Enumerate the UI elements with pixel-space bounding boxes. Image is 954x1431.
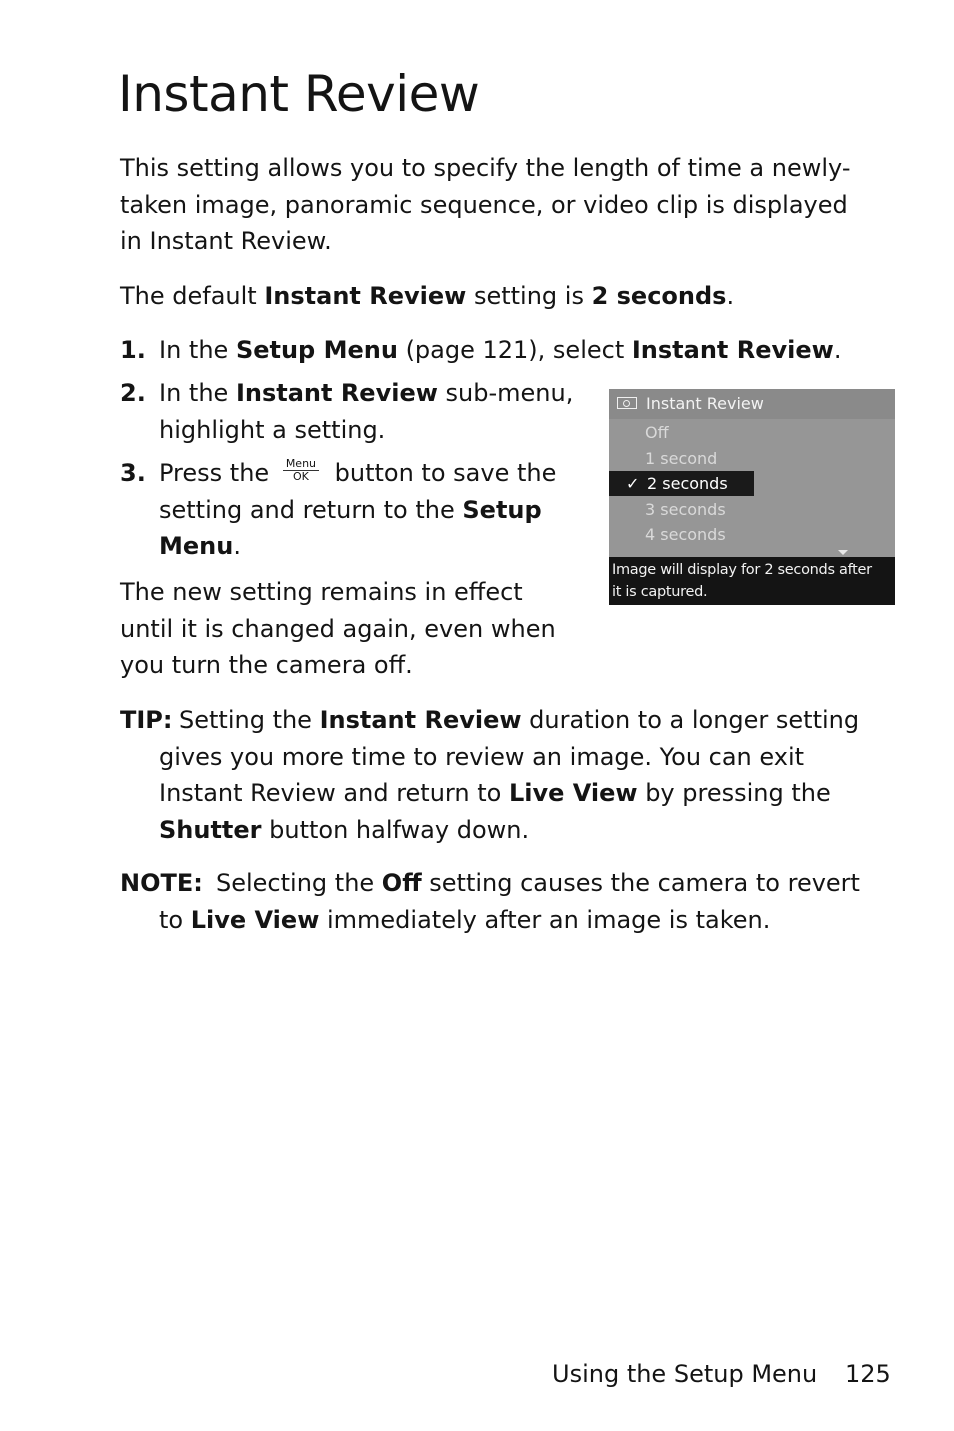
text: setting causes the camera to revert bbox=[421, 869, 860, 897]
setting-name: Off bbox=[381, 869, 422, 897]
scroll-down-arrow-icon bbox=[838, 550, 848, 555]
step-number: 3. bbox=[120, 459, 146, 487]
text: it is captured. bbox=[612, 584, 708, 600]
text: The default bbox=[120, 282, 265, 310]
text: . bbox=[833, 336, 842, 364]
button-name: Shutter bbox=[159, 815, 262, 844]
menu-option-3-seconds: 3 seconds bbox=[645, 500, 726, 519]
camera-setup-icon bbox=[617, 397, 637, 409]
menu-option-off: Off bbox=[645, 423, 669, 442]
text: . bbox=[233, 532, 241, 560]
intro-line: in Instant Review. bbox=[120, 227, 332, 255]
option-label: 2 seconds bbox=[647, 474, 728, 493]
step-1 bbox=[120, 332, 880, 369]
menu-ok-top-label: Menu bbox=[283, 458, 319, 471]
step-3 bbox=[120, 455, 580, 565]
text: you turn the camera off. bbox=[120, 651, 413, 679]
footer-section-title: Using the Setup Menu bbox=[552, 1360, 818, 1388]
text: Selecting the bbox=[216, 869, 382, 897]
menu-option-1-second: 1 second bbox=[645, 449, 718, 468]
note-label: NOTE: bbox=[120, 869, 203, 897]
after-steps-paragraph bbox=[120, 574, 556, 684]
tip-block bbox=[120, 702, 900, 850]
text: to bbox=[159, 905, 191, 934]
text: (page 121), select bbox=[397, 336, 632, 364]
text: by pressing the bbox=[637, 779, 831, 807]
text: setting and return to the bbox=[159, 495, 463, 524]
text: gives you more time to review an image. You can exit bbox=[159, 742, 805, 771]
step-number: 2. bbox=[120, 379, 146, 407]
text: In the bbox=[159, 336, 236, 364]
setting-name: Instant Review bbox=[264, 282, 467, 310]
default-setting-paragraph bbox=[120, 278, 734, 315]
screen-header-title: Instant Review bbox=[646, 394, 764, 413]
intro-line: taken image, panoramic sequence, or video clip is displayed bbox=[120, 190, 848, 219]
text: Press the bbox=[159, 459, 277, 487]
text: until it is changed again, even when bbox=[120, 614, 556, 643]
text: setting is bbox=[466, 282, 592, 310]
text: button halfway down. bbox=[261, 815, 530, 844]
page-number: 125 bbox=[845, 1360, 891, 1388]
text: immediately after an image is taken. bbox=[319, 905, 771, 934]
text: Image will display for 2 seconds after bbox=[612, 562, 872, 578]
text: button to save the bbox=[327, 459, 557, 487]
menu-ok-bottom-label: OK bbox=[292, 469, 309, 483]
text: . bbox=[726, 282, 735, 310]
text: highlight a setting. bbox=[159, 415, 386, 444]
intro-line: This setting allows you to specify the length of time a newly- bbox=[120, 154, 851, 182]
text: The new setting remains in effect bbox=[120, 578, 523, 606]
step-2 bbox=[120, 375, 580, 449]
text: duration to a longer setting bbox=[521, 706, 860, 734]
text: Setting the bbox=[179, 706, 320, 734]
intro-paragraph bbox=[120, 150, 850, 260]
menu-name: Setup bbox=[462, 495, 542, 524]
menu-name: Menu bbox=[159, 532, 234, 560]
default-value: 2 seconds bbox=[591, 282, 727, 310]
menu-option-4-seconds: 4 seconds bbox=[645, 525, 726, 544]
tip-label: TIP: bbox=[120, 706, 173, 734]
note-block bbox=[120, 865, 900, 939]
screen-header bbox=[609, 389, 895, 419]
menu-item-name: Instant Review bbox=[631, 336, 834, 364]
menu-name: Instant Review bbox=[235, 379, 438, 407]
text: In the bbox=[159, 379, 236, 407]
menu-option-2-seconds bbox=[609, 471, 754, 496]
page-title: Instant Review bbox=[118, 65, 480, 123]
menu-name: Setup Menu bbox=[235, 336, 398, 364]
screen-help-text bbox=[609, 557, 895, 605]
setting-name: Instant Review bbox=[319, 706, 522, 734]
text: sub-menu, bbox=[437, 379, 574, 407]
menu-ok-button-icon bbox=[283, 458, 319, 483]
step-number: 1. bbox=[120, 336, 146, 364]
text: Instant Review and return to bbox=[159, 779, 509, 807]
check-icon: ✓ bbox=[626, 474, 640, 493]
mode-name: Live View bbox=[508, 779, 638, 807]
camera-screen-image bbox=[609, 389, 895, 605]
mode-name: Live View bbox=[190, 905, 320, 934]
